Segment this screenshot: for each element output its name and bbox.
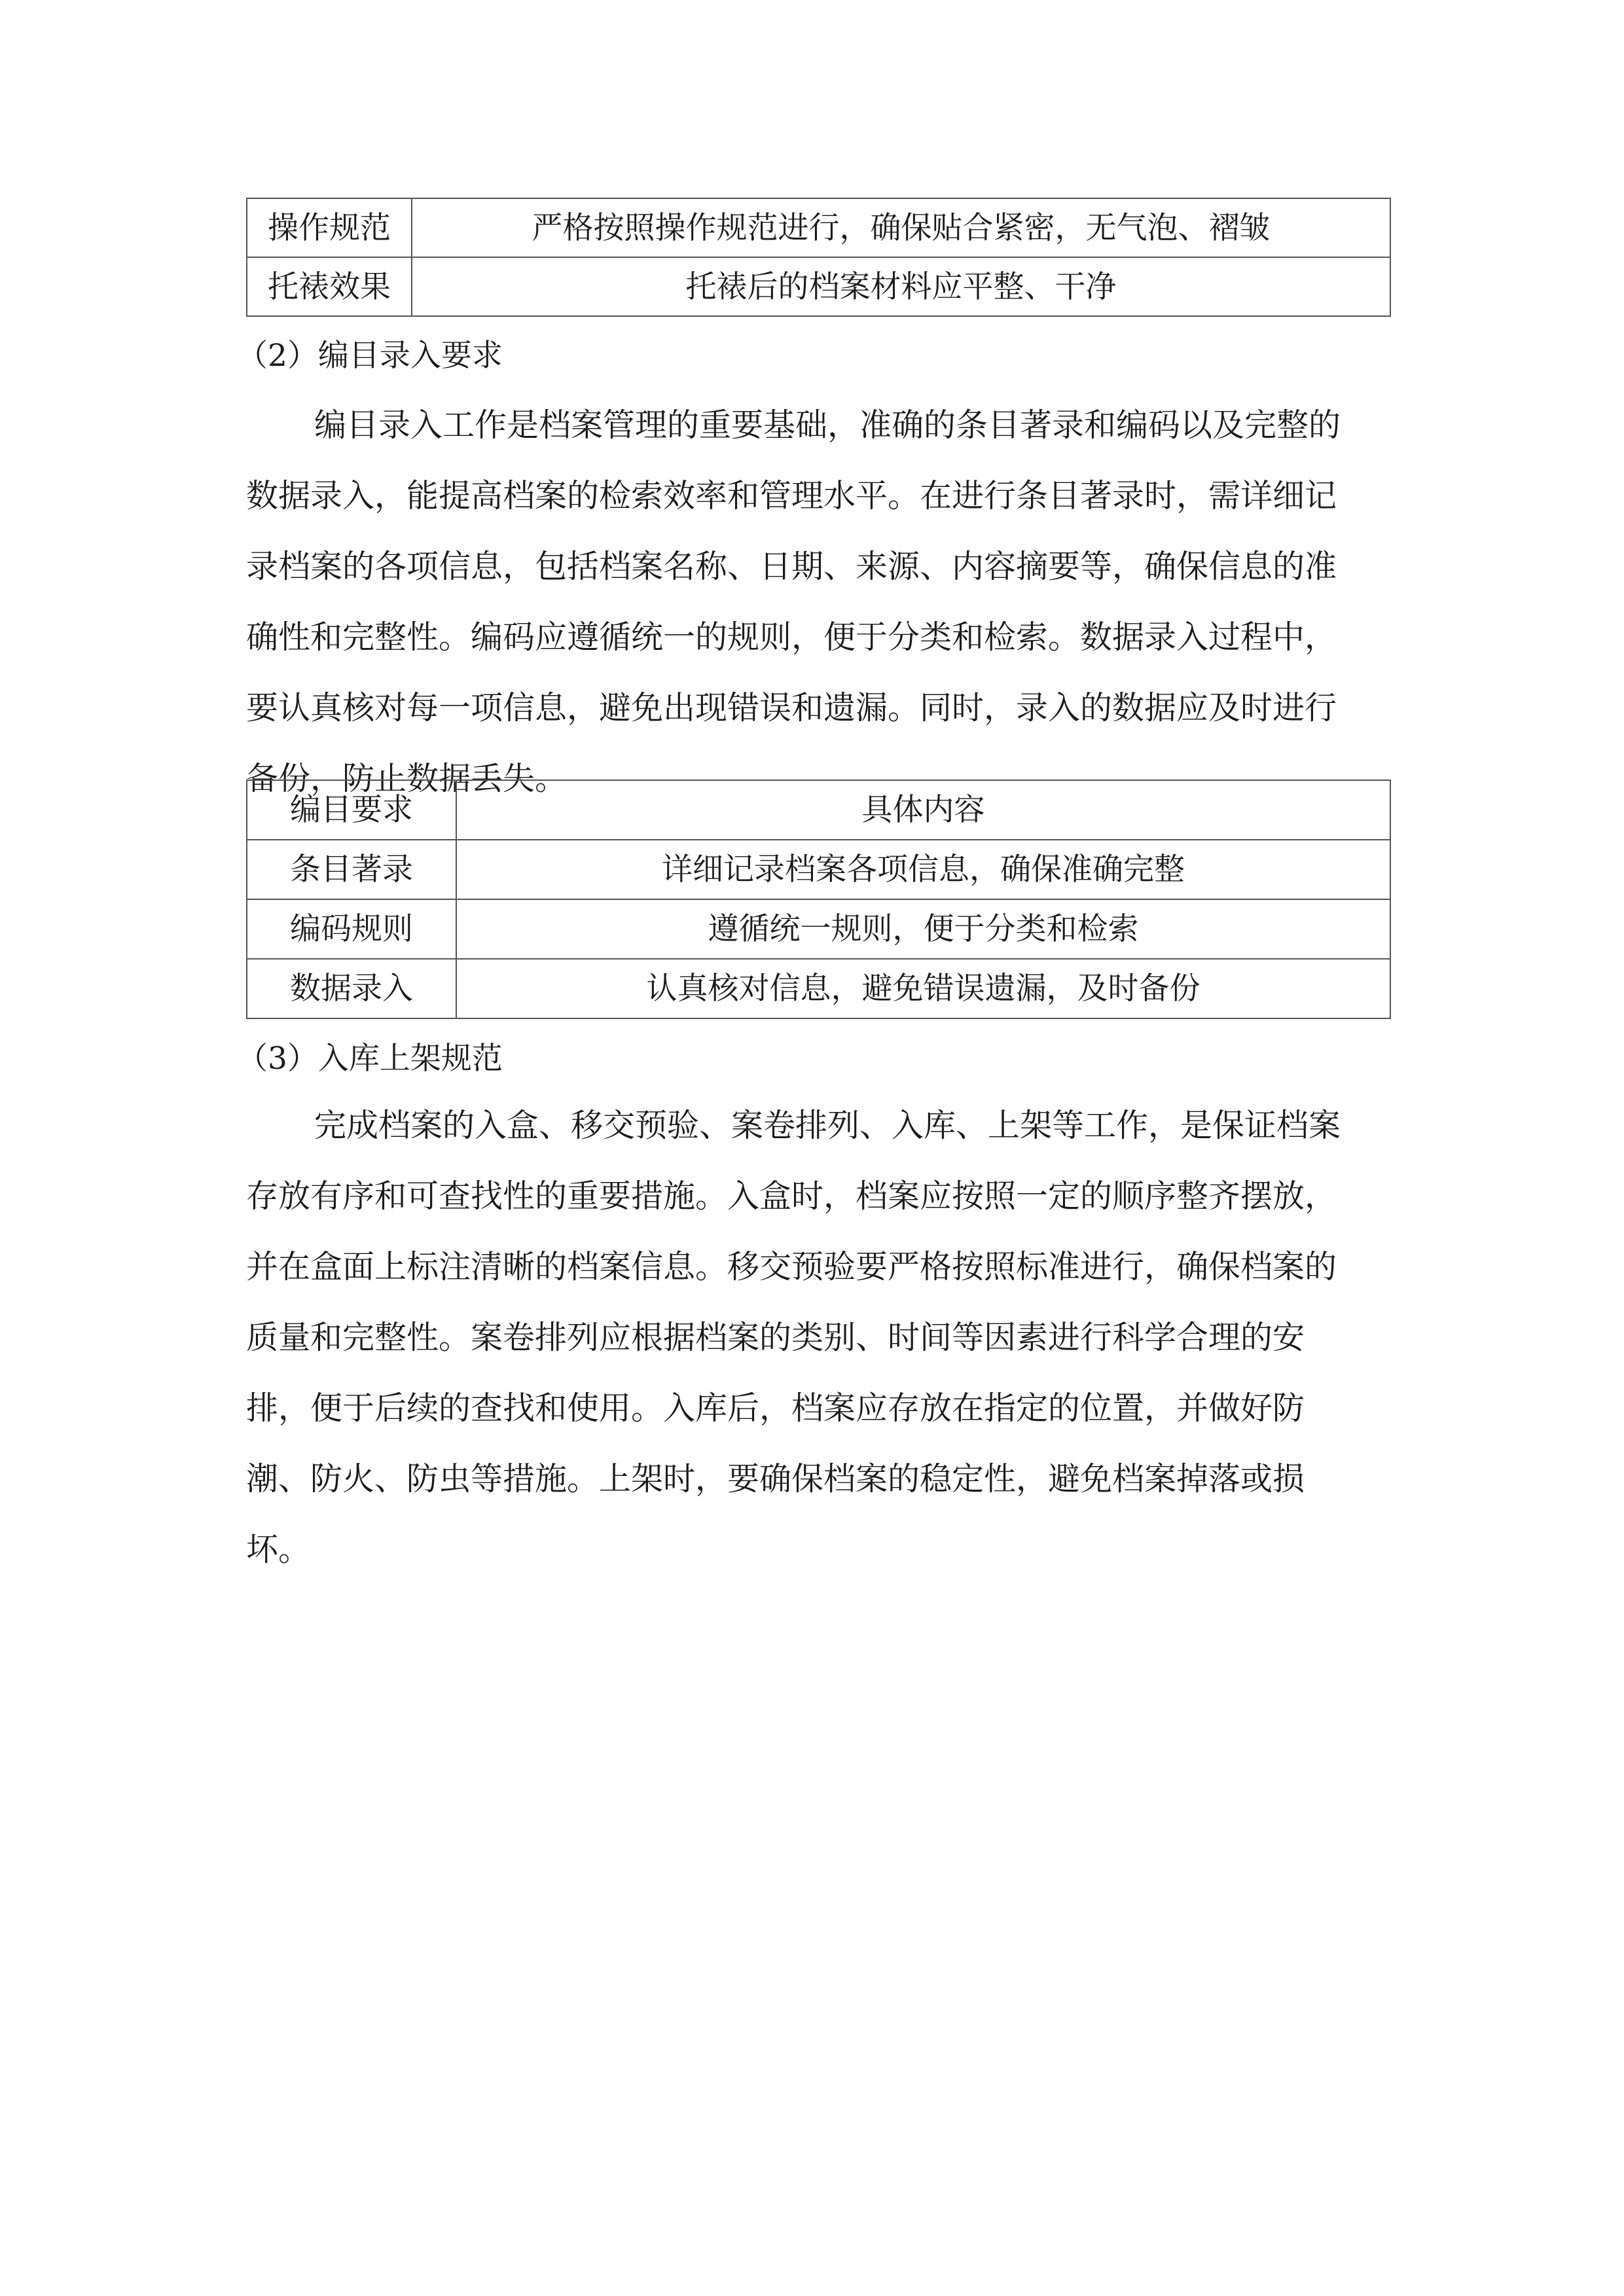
- table-cell: 托裱后的档案材料应平整、干净: [412, 257, 1390, 316]
- table-header-cell: 编目要求: [247, 780, 456, 840]
- paragraph-line: 坏。: [246, 1531, 311, 1568]
- paragraph-line: 质量和完整性。案卷排列应根据档案的类别、时间等因素进行科学合理的安: [246, 1319, 1305, 1356]
- paragraph-line: 数据录入，能提高档案的检索效率和管理水平。在进行条目著录时，需详细记: [246, 477, 1337, 514]
- section-heading-cataloging: （2）编目录入要求: [237, 338, 503, 374]
- table-cell: 条目著录: [247, 840, 456, 899]
- paragraph-line: 录档案的各项信息，包括档案名称、日期、来源、内容摘要等，确保信息的准: [246, 548, 1337, 585]
- paragraph-line: 存放有序和可查找性的重要措施。入盒时，档案应按照一定的顺序整齐摆放，: [246, 1177, 1337, 1215]
- binding-requirements-table: [246, 198, 1391, 317]
- table-row: [247, 959, 1390, 1018]
- table-row: [247, 840, 1390, 899]
- paragraph-line: 备份，防止数据丢失。: [246, 760, 568, 797]
- table-cell: 严格按照操作规范进行，确保贴合紧密，无气泡、褶皱: [412, 198, 1390, 257]
- table-cell: 遵循统一规则，便于分类和检索: [456, 899, 1390, 959]
- paragraph-shelving: [246, 1090, 1392, 1585]
- paragraph-line: 要认真核对每一项信息，避免出现错误和遗漏。同时，录入的数据应及时进行: [246, 689, 1337, 726]
- paragraph-line: 编目录入工作是档案管理的重要基础，准确的条目著录和编码以及完整的: [314, 406, 1341, 444]
- paragraph-line: 完成档案的入盒、移交预验、案卷排列、入库、上架等工作，是保证档案: [314, 1107, 1341, 1144]
- table-header-row: [247, 780, 1390, 840]
- section-heading-shelving: （3）入库上架规范: [237, 1041, 503, 1077]
- table-cell: 详细记录档案各项信息，确保准确完整: [456, 840, 1390, 899]
- table-header-cell: 具体内容: [456, 780, 1390, 840]
- table-cell: 认真核对信息，避免错误遗漏，及时备份: [456, 959, 1390, 1018]
- table-row: [247, 899, 1390, 959]
- cataloging-requirements-table: [246, 780, 1391, 1019]
- table-cell: 托裱效果: [247, 257, 412, 316]
- paragraph-line: 潮、防火、防虫等措施。上架时，要确保档案的稳定性，避免档案掉落或损: [246, 1460, 1305, 1498]
- table-cell: 操作规范: [247, 198, 412, 257]
- paragraph-line: 确性和完整性。编码应遵循统一的规则，便于分类和检索。数据录入过程中，: [246, 619, 1337, 656]
- table-row: [247, 198, 1390, 257]
- paragraph-line: 排，便于后续的查找和使用。入库后，档案应存放在指定的位置，并做好防: [246, 1390, 1305, 1427]
- table-cell: 数据录入: [247, 959, 456, 1018]
- paragraph-cataloging: [246, 390, 1392, 814]
- table-cell: 编码规则: [247, 899, 456, 959]
- paragraph-line: 并在盒面上标注清晰的档案信息。移交预验要严格按照标准进行，确保档案的: [246, 1248, 1337, 1285]
- table-row: [247, 257, 1390, 316]
